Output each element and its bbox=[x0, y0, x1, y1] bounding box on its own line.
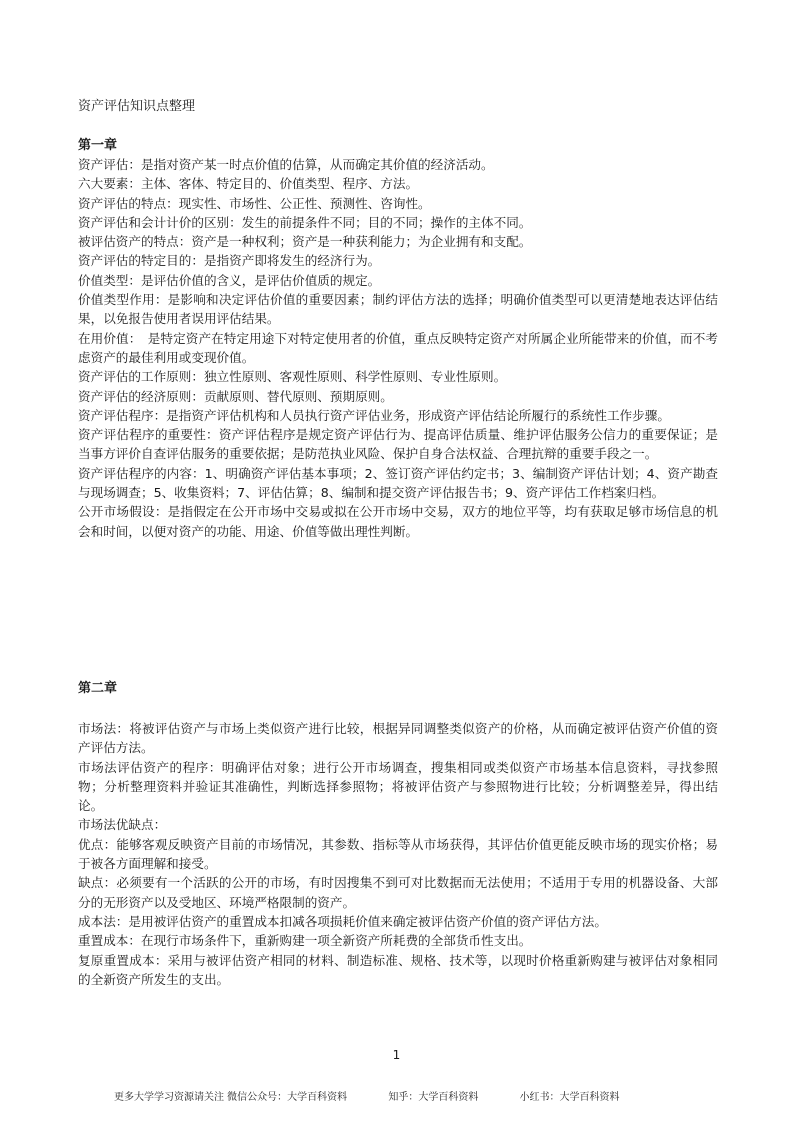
paragraph: 缺点：必须要有一个活跃的公开的市场，有时因搜集不到可对比数据而无法使用；不适用于专用的机器设备、大部分的无形资产以及受地区、环境严格限制的资产。 bbox=[78, 875, 718, 910]
paragraph: 六大要素：主体、客体、特定目的、价值类型、程序、方法。 bbox=[78, 176, 419, 192]
footer bbox=[114, 1091, 620, 1105]
paragraph: 成本法：是用被评估资产的重置成本扣减各项损耗价值来确定被评估资产价值的资产评估方法。 bbox=[78, 913, 607, 929]
chapter-heading: 第二章 bbox=[78, 681, 118, 696]
paragraph: 资产评估的特点：现实性、市场性、公正性、预测性、咨询性。 bbox=[78, 195, 431, 211]
paragraph: 优点：能够客观反映资产目前的市场情况，其参数、指标等从市场获得，其评估价值更能反映市场的现实价格；易于被各方面理解和接受。 bbox=[78, 836, 718, 872]
chapter-heading: 第一章 bbox=[78, 138, 118, 153]
page-number: 1 bbox=[392, 1048, 401, 1062]
chapter-2-section bbox=[78, 680, 718, 989]
paragraph: 资产评估的经济原则：贡献原则、替代原则、预期原则。 bbox=[78, 388, 393, 404]
paragraph: 价值类型：是评估价值的含义，是评估价值质的规定。 bbox=[78, 272, 381, 288]
paragraph: 市场法：将被评估资产与市场上类似资产进行比较，根据异同调整类似资产的价格，从而确定被评估资产价值的资产评估方法。 bbox=[78, 721, 718, 756]
paragraph: 资产评估程序的重要性：资产评估程序是规定资产评估行为、提高评估质量、维护评估服务公信力的重要保证；是当事方评价自查评估服务的重要依据；是防范执业风险、保护自身合法权益、合理抗辩的重要手段之一。 bbox=[78, 427, 718, 462]
paragraph: 市场法优缺点： bbox=[78, 817, 167, 833]
paragraph: 复原重置成本：采用与被评估资产相同的材料、制造标准、规格、技术等，以现时价格重新购建与被评估对象相同的全新资产所发生的支出。 bbox=[78, 952, 718, 987]
paragraph: 价值类型作用：是影响和决定评估价值的重要因素；制约评估方法的选择；明确价值类型可以更清楚地表达评估结果，以免报告使用者误用评估结果。 bbox=[78, 292, 718, 327]
paragraph: 资产评估程序的内容：1、明确资产评估基本事项；2、签订资产评估约定书；3、编制资产评估计划；4、资产勘查与现场调查；5、收集资料；7、评估估算；8、编制和提交资产评估报告书；9、资产评估工作档案归档。 bbox=[78, 465, 718, 501]
paragraph: 公开市场假设：是指假定在公开市场中交易或拟在公开市场中交易，双方的地位平等，均有获取足够市场信息的机会和时间，以便对资产的功能、用途、价值等做出理性判断。 bbox=[78, 504, 718, 539]
paragraph: 资产评估和会计计价的区别：发生的前提条件不同；目的不同；操作的主体不同。 bbox=[78, 214, 532, 230]
chapter-1-section bbox=[78, 137, 718, 541]
footer-xiaohongshu-text: 小红书：大学百科资料 bbox=[519, 1092, 620, 1103]
footer-wechat-text: 更多大学学习资源请关注 微信公众号：大学百科资料 bbox=[114, 1092, 348, 1103]
paragraph: 资产评估的特定目的：是指资产即将发生的经济行为。 bbox=[78, 253, 381, 269]
paragraph: 资产评估的工作原则：独立性原则、客观性原则、科学性原则、专业性原则。 bbox=[78, 369, 507, 385]
paragraph: 资产评估：是指对资产某一时点价值的估算，从而确定其价值的经济活动。 bbox=[78, 157, 494, 172]
document-title: 资产评估知识点整理 bbox=[78, 99, 196, 114]
paragraph: 在用价值： 是特定资产在特定用途下对特定使用者的价值，重点反映特定资产对所属企业所能带来的价值，而不考虑资产的最佳利用或变现价值。 bbox=[78, 330, 718, 365]
paragraph: 被评估资产的特点：资产是一种权利；资产是一种获利能力；为企业拥有和支配。 bbox=[78, 234, 532, 250]
paragraph: 资产评估程序：是指资产评估机构和人员执行资产评估业务，形成资产评估结论所履行的系统性工作步骤。 bbox=[78, 407, 670, 423]
paragraph: 重置成本：在现行市场条件下，重新购建一项全新资产所耗费的全部货币性支出。 bbox=[78, 933, 532, 949]
paragraph: 市场法评估资产的程序：明确评估对象；进行公开市场调查，搜集相同或类似资产市场基本信息资料，寻找参照物；分析整理资料并验证其准确性，判断选择参照物；将被评估资产与参照物进行比较；分析调整差异，得出结论。 bbox=[78, 759, 718, 814]
footer-zhihu-text: 知乎：大学百科资料 bbox=[388, 1092, 479, 1103]
